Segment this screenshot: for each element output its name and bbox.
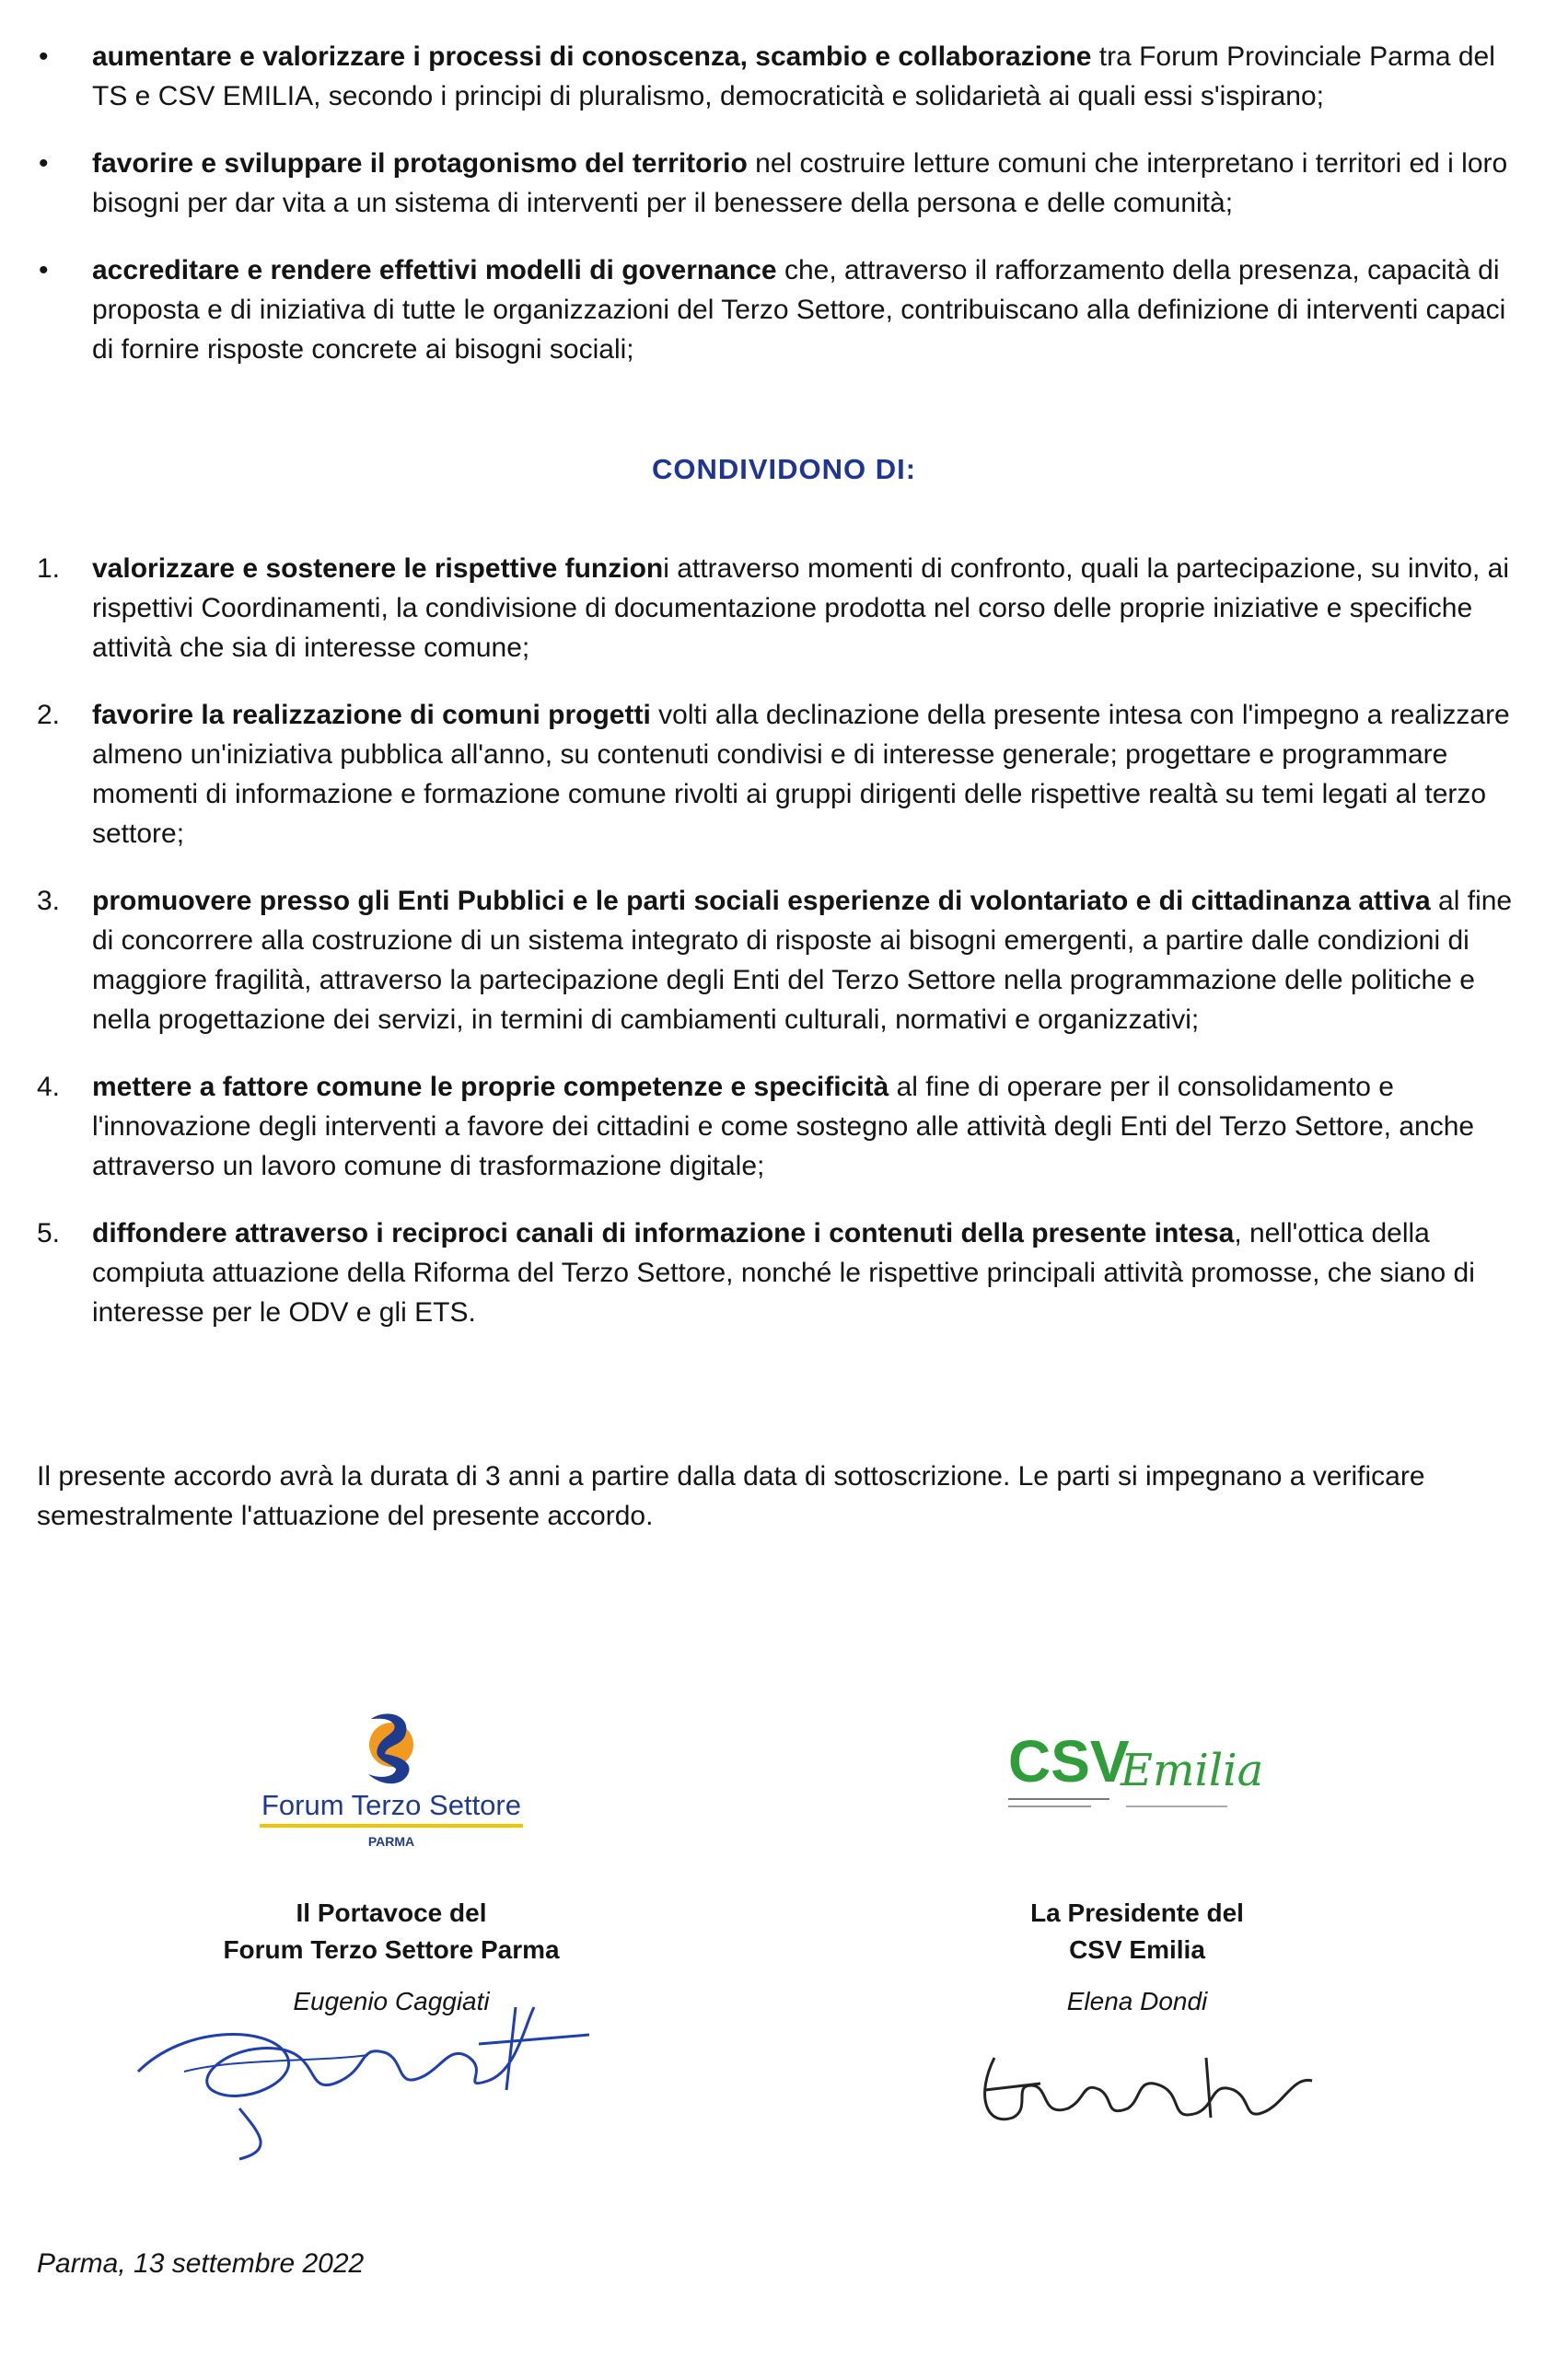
closing-paragraph: Il presente accordo avrà la durata di 3 anni a partire dalla data di sottoscrizione. Le parti si impegnano a verificare semestralmente l'attuazione del presente accordo. [37,1461,1425,1531]
list-item [37,1213,1519,1332]
item-bold: favorire la realizzazione di comuni progetti [92,700,651,730]
numbered-list [37,549,1519,1360]
logo-small-line [1126,1805,1227,1807]
logo-small-line [1008,1805,1091,1807]
bullet-bold: accreditare e rendere effettivi modelli di governance [92,255,777,285]
bullet-text: nel costruire letture comuni che interpretano i territori ed i loro bisogni per dar vita a un sistema di interventi per il benessere della persona e delle comunità; [92,148,1508,218]
item-bold: promuovere presso gli Enti Pubblici e le parti sociali esperienze di volontariato e di cittadinanza attiva [92,886,1431,916]
signatory-title: La Presidente del [1030,1898,1244,1927]
list-item [37,37,1519,116]
list-item [37,549,1519,668]
item-number: 5. [37,1218,61,1248]
handwritten-signature-left [129,1970,608,2164]
csv-emilia-logo [999,1708,1275,1846]
item-number: 2. [37,700,61,730]
bullet-list [37,37,1519,397]
item-text: , nell'ottica della compiuta attuazione della Riforma del Terzo Settore, nonché le rispettive principali attività promosse, che siano di interesse per le ODV e gli ETS. [92,1218,1475,1328]
signatory-title: Forum Terzo Settore Parma [223,1935,560,1964]
bullet-icon: • [39,255,49,285]
forum-terzo-settore-logo [249,1708,534,1855]
list-item [37,144,1519,223]
right-signatory [967,1895,1307,2020]
item-number: 1. [37,553,61,584]
logo-csv-text: CSV [1008,1728,1130,1794]
bullet-text: che, attraverso il rafforzamento della presenza, capacità di proposta e di iniziativa di tutte le organizzazioni del Terzo Settore, contribuiscano alla definizione di interventi capaci di fornire risposte concrete ai bisogni sociali; [92,255,1506,365]
logo-small-line [1008,1798,1109,1800]
list-item [37,1067,1519,1186]
item-number: 4. [37,1072,61,1102]
bullet-text: tra Forum Provinciale Parma del TS e CSV EMILIA, secondo i principi di pluralismo, democraticità e solidarietà ai quali essi s'ispirano; [92,41,1495,111]
item-bold: valorizzare e sostenere le rispettive funzion [92,553,664,584]
item-text: al fine di concorrere alla costruzione di un sistema integrato di risposte ai bisogni emergenti, a partire dalle condizioni di maggiore fragilità, attraverso la partecipazione degli Enti del Terzo Settore nella programmazione delle politiche e nella progettazione dei servizi, in termini di cambiamenti culturali, normativi e organizzativi; [92,886,1513,1035]
item-text: i attraverso momenti di confronto, quali la partecipazione, su invito, ai rispettivi Coordinamenti, la condivisione di documentazione prodotta nel corso delle proprie iniziative e specifiche attività che sia di interesse comune; [92,553,1510,663]
item-number: 3. [37,886,61,916]
logo-emilia-script: Emilia [1121,1745,1264,1796]
signatory-title: Il Portavoce del [296,1898,487,1927]
logo-subtitle: PARMA [367,1834,415,1849]
item-bold: mettere a fattore comune le proprie competenze e specificità [92,1072,889,1102]
item-text: volti alla declinazione della presente intesa con l'impegno a realizzare almeno un'iniziativa pubblica all'anno, su contenuti condivisi e di interesse generale; progettare e programmare momenti di informazione e formazione comune rivolti ai gruppi dirigenti delle rispettive realtà su temi legati al terzo settore; [92,700,1510,849]
bullet-bold: favorire e sviluppare il protagonismo del territorio [92,148,748,179]
signatory-title: CSV Emilia [1069,1935,1205,1964]
signatory-name: Eugenio Caggiati [293,1987,490,2015]
section-heading: CONDIVIDONO DI: [651,453,917,485]
item-bold: diffondere attraverso i reciproci canali di informazione i contenuti della presente intesa [92,1218,1235,1248]
list-item [37,695,1519,853]
handwritten-signature-right [976,2039,1326,2141]
item-text: al fine di operare per il consolidamento e l'innovazione degli interventi a favore dei cittadini e come sostegno alle attività degli Enti del Terzo Settore, anche attraverso un lavoro comune di trasformazione digitale; [92,1072,1475,1181]
bullet-icon: • [39,148,49,179]
list-item [37,250,1519,369]
signatory-name: Elena Dondi [1066,1987,1208,2015]
place-and-date: Parma, 13 settembre 2022 [37,2248,365,2279]
bullet-icon: • [39,41,49,72]
bullet-bold: aumentare e valorizzare i processi di conoscenza, scambio e collaborazione [92,41,1092,72]
logo-name: Forum Terzo Settore [261,1789,521,1821]
logo-yellow-bar [260,1824,523,1828]
list-item [37,881,1519,1039]
